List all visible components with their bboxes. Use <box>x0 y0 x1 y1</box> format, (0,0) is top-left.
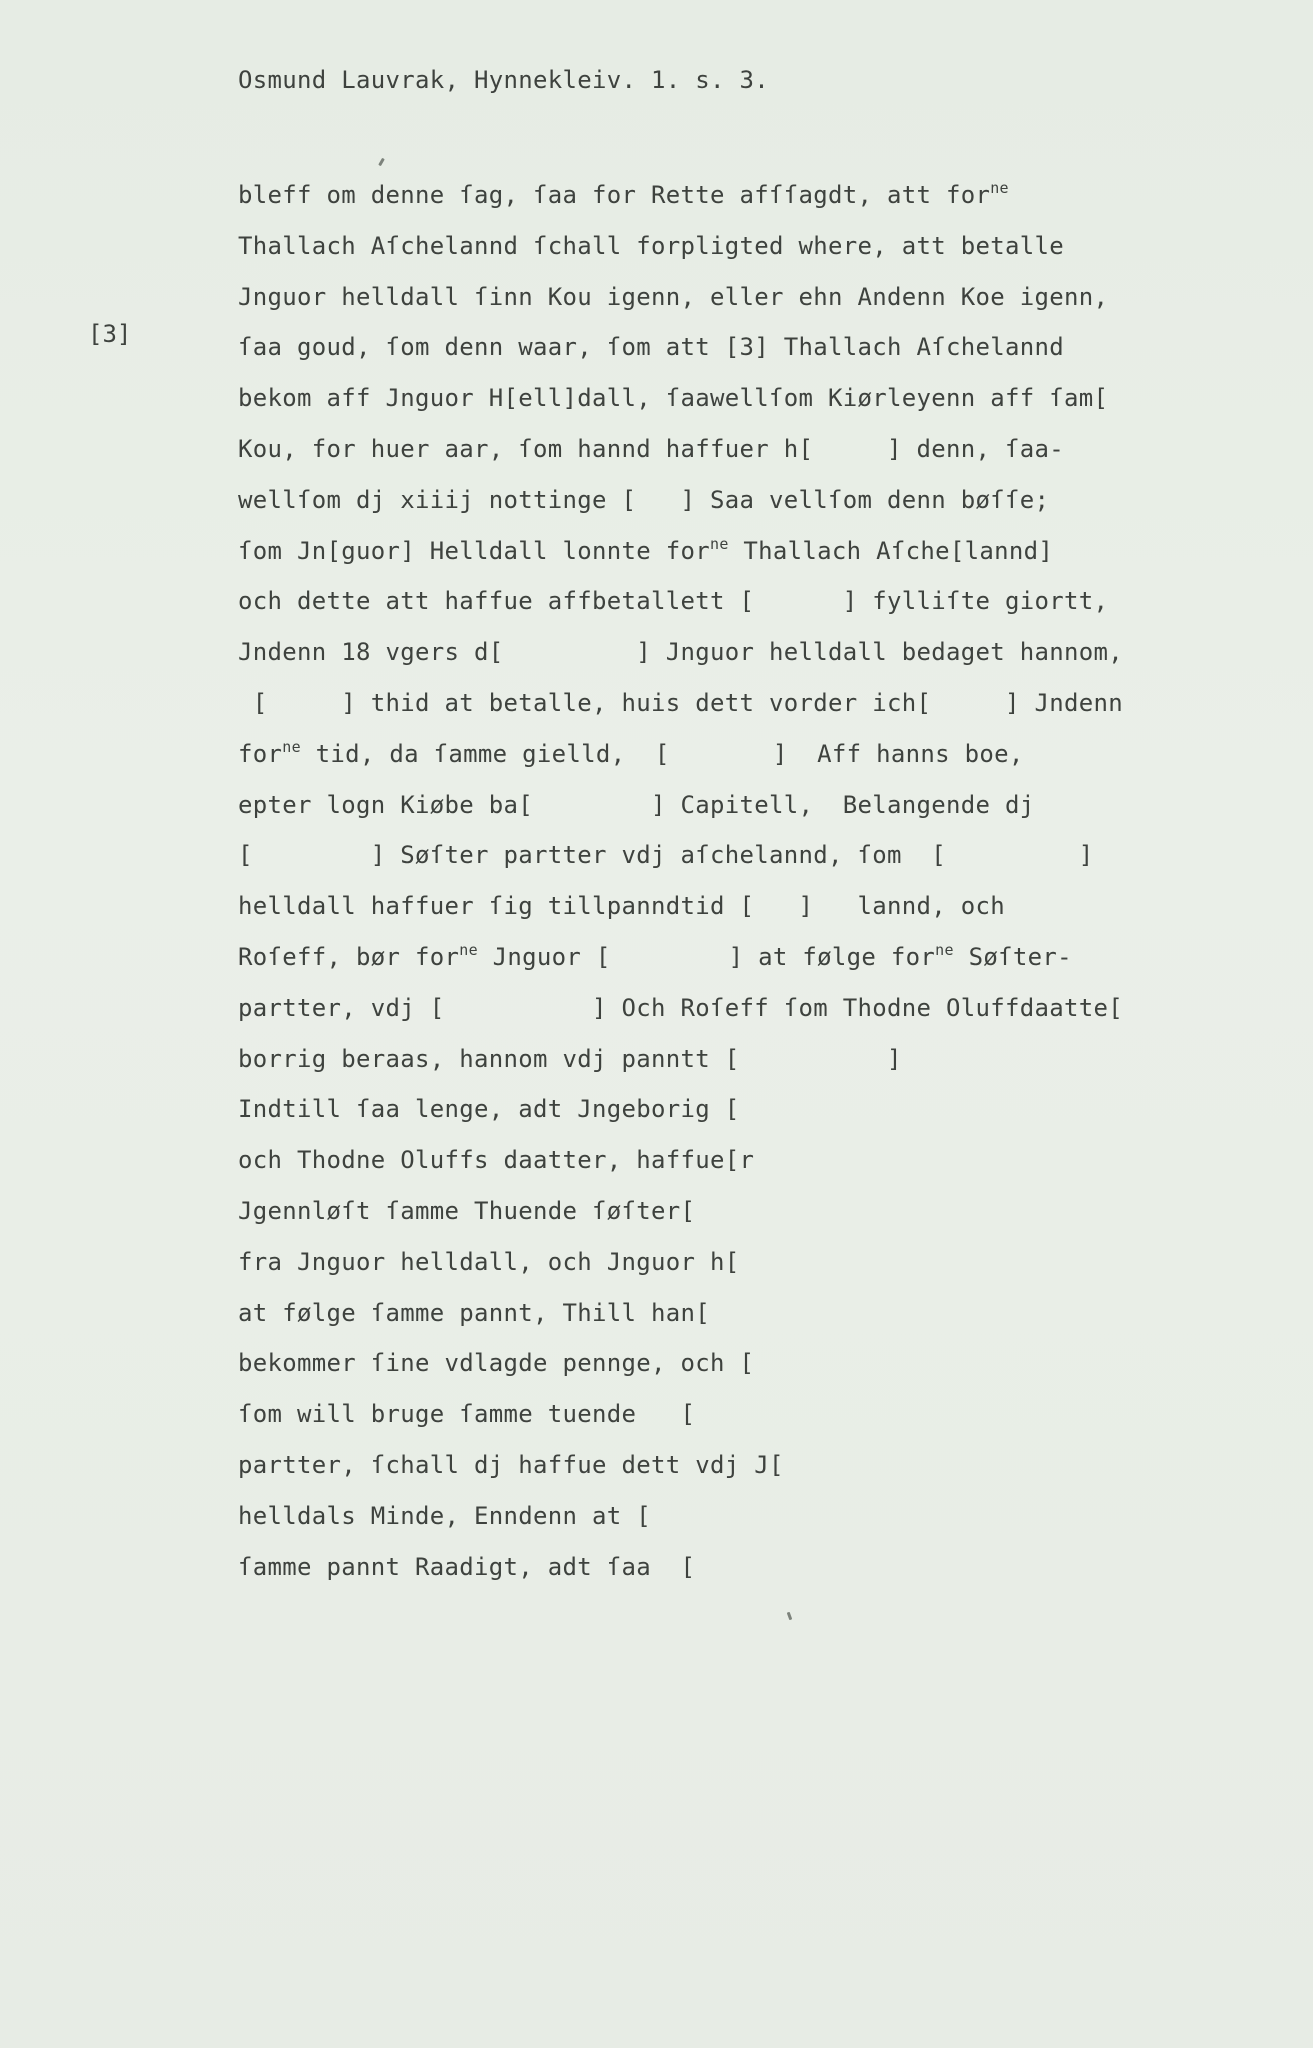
line-text: ſom Jn[guor] Helldall lonnte for <box>238 536 710 565</box>
text-line <box>238 1389 1238 1440</box>
line-text-continued: tid, da ſamme gielld, [ ] Aff hanns boe, <box>300 739 1024 768</box>
text-line <box>238 627 1238 678</box>
line-text: partter, vdj [ ] Och Roſeff ſom Thodne Oluffdaatte[ <box>238 993 1123 1022</box>
text-line <box>238 780 1238 831</box>
line-text: ſom will bruge ſamme tuende [ <box>238 1400 696 1429</box>
text-line <box>238 1034 1238 1085</box>
text-line <box>238 983 1238 1034</box>
text-line <box>238 1338 1238 1389</box>
line-text-continued: Søſter- <box>953 942 1072 971</box>
text-line <box>238 272 1238 323</box>
line-text: ſaa goud, ſom denn waar, ſom att [3] Thallach Aſchelannd <box>238 333 1064 362</box>
line-text: wellſom dj xiiij nottinge [ ] Saa vellſom denn bøſſe; <box>238 485 1050 514</box>
text-line <box>238 1237 1238 1288</box>
text-line <box>238 424 1238 475</box>
document-header: Osmund Lauvrak, Hynnekleiv. 1. s. 3. <box>238 66 769 94</box>
text-line <box>238 170 1238 221</box>
line-text: partter, ſchall dj haffue dett vdj J[ <box>238 1450 784 1479</box>
line-text: bekommer ſine vdlagde pennge, och [ <box>238 1349 755 1378</box>
line-text: Roſeff, bør for <box>238 942 460 971</box>
line-text: och Thodne Oluffs daatter, haffue[r <box>238 1146 755 1175</box>
line-text: Jndenn 18 vgers d[ ] Jnguor helldall bedaget hannom, <box>238 638 1123 667</box>
superscript-abbrev: ne <box>709 534 729 553</box>
superscript-abbrev: ne <box>935 940 954 959</box>
text-line <box>238 678 1238 729</box>
transcription-body <box>238 170 1238 1592</box>
line-text: [ ] Søſter partter vdj aſchelannd, ſom [ ] <box>238 841 1094 870</box>
line-text: at følge ſamme pannt, Thill han[ <box>238 1298 710 1327</box>
text-line <box>238 1084 1238 1135</box>
text-line <box>238 373 1238 424</box>
line-text: bekom aff Jnguor H[ell]dall, ſaawellſom Kiørleyenn aff ſam[ <box>238 384 1109 413</box>
line-text: ſamme pannt Raadigt, adt ſaa [ <box>238 1552 696 1581</box>
text-line <box>238 322 1238 373</box>
line-text: och dette att haffue affbetallett [ ] fylliſte giortt, <box>238 587 1109 616</box>
line-text: Jgennløſt ſamme Thuende ſøſter[ <box>238 1196 696 1225</box>
line-text: helldall haffuer ſig tillpanndtid [ ] lannd, och <box>238 892 1005 921</box>
line-text: fra Jnguor helldall, och Jnguor h[ <box>238 1247 740 1276</box>
text-line <box>238 881 1238 932</box>
line-text: epter logn Kiøbe ba[ ] Capitell, Belangende dj <box>238 790 1035 819</box>
line-text: Thallach Aſchelannd ſchall forpligted where, att betalle <box>238 231 1064 260</box>
text-line <box>238 1491 1238 1542</box>
text-line <box>238 576 1238 627</box>
line-text: Indtill ſaa lenge, adt Jngeborig [ <box>238 1095 740 1124</box>
text-line <box>238 475 1238 526</box>
superscript-abbrev: ne <box>282 737 301 756</box>
line-text: [ ] thid at betalle, huis dett vorder ich[ ] Jndenn <box>238 688 1123 717</box>
line-text-continued: Jnguor [ ] at følge for <box>477 942 936 971</box>
text-line <box>238 526 1238 577</box>
paper-speck <box>378 158 385 166</box>
line-text: helldals Minde, Enndenn at [ <box>238 1501 651 1530</box>
line-text: bleff om denne ſag, ſaa for Rette afſſagdt, att for <box>238 181 991 209</box>
line-text: Kou, for huer aar, ſom hannd haffuer h[ ] denn, ſaa- <box>238 434 1064 463</box>
line-text: borrig beraas, hannom vdj panntt [ ] <box>238 1044 902 1073</box>
line-text-continued: Thallach Aſche[lannd] <box>728 536 1054 565</box>
text-line <box>238 729 1238 780</box>
superscript-abbrev: ne <box>990 179 1009 197</box>
text-line <box>238 1288 1238 1339</box>
text-line <box>238 221 1238 272</box>
line-text: for <box>238 739 283 768</box>
superscript-abbrev: ne <box>459 940 478 959</box>
text-line <box>238 1542 1238 1593</box>
paper-speck <box>787 1612 793 1621</box>
line-text: Jnguor helldall ſinn Kou igenn, eller ehn Andenn Koe igenn, <box>238 282 1109 311</box>
text-line <box>238 1186 1238 1237</box>
margin-page-reference: [3] <box>88 320 132 348</box>
text-line <box>238 1135 1238 1186</box>
text-line <box>238 830 1238 881</box>
text-line <box>238 1440 1238 1491</box>
text-line <box>238 932 1238 983</box>
